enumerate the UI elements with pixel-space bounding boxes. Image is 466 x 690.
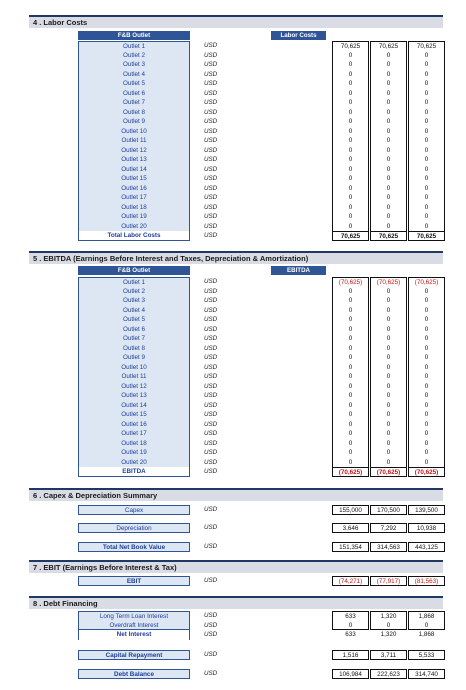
outlet-value: 0 [408, 458, 445, 468]
outlet-value: 0 [408, 212, 445, 222]
currency-label: USD [204, 430, 218, 437]
outlet-value: 0 [408, 136, 445, 146]
outlet-value: 0 [408, 410, 445, 420]
outlet-label: Outlet 4 [78, 306, 190, 316]
currency-label: USD [204, 137, 218, 144]
section-title: 8 . Debt Financing [33, 599, 98, 608]
outlet-value: 0 [370, 391, 407, 401]
outlet-value: 0 [332, 146, 369, 156]
outlet-label: Outlet 20 [78, 222, 190, 232]
outlet-value: 0 [370, 420, 407, 430]
labor-costs-header: Labor Costs [271, 31, 326, 40]
currency-label: USD [204, 382, 218, 390]
outlet-value: 0 [370, 363, 407, 373]
row-value: 155,000 [332, 505, 369, 515]
outlet-label: Outlet 10 [78, 363, 190, 373]
outlet-value: 0 [408, 401, 445, 411]
outlet-label: Outlet 8 [78, 344, 190, 354]
outlet-label: Outlet 1 [78, 277, 190, 287]
outlet-value: 0 [332, 448, 369, 458]
outlet-value: 0 [408, 353, 445, 363]
row-value: (77,917) [370, 576, 407, 586]
outlet-value: 0 [370, 448, 407, 458]
outlet-value: 0 [370, 401, 407, 411]
outlet-value: 0 [408, 155, 445, 165]
outlet-value: 0 [332, 372, 369, 382]
row-value: 5,533 [408, 650, 445, 660]
outlet-label: Outlet 15 [78, 174, 190, 184]
outlet-value: 0 [332, 60, 369, 70]
currency-label: USD [204, 468, 218, 475]
section-title: 5 . EBITDA (Earnings Before Interest and Taxes, Depreciation & Amortization) [33, 254, 309, 263]
outlet-value: 0 [332, 127, 369, 137]
row-value: 633 [345, 631, 356, 638]
row-value: 1,320 [380, 631, 397, 638]
outlet-value: 0 [370, 155, 407, 165]
outlet-value: 0 [370, 51, 407, 61]
currency-label: USD [204, 108, 218, 116]
currency-label: USD [204, 213, 218, 220]
outlet-value: 0 [332, 439, 369, 449]
row-value: 151,354 [332, 542, 369, 552]
outlet-value: 0 [408, 306, 445, 316]
outlet-label: Outlet 13 [78, 391, 190, 401]
outlet-label: Outlet 1 [78, 41, 190, 51]
currency-label: USD [204, 99, 218, 106]
outlet-label: Outlet 5 [78, 315, 190, 325]
total-value: 70,625 [332, 231, 369, 241]
currency-label: USD [204, 175, 218, 182]
row-value: 139,500 [408, 505, 445, 515]
outlet-value: 0 [370, 287, 407, 297]
outlet-value: 0 [408, 174, 445, 184]
outlet-value: 0 [370, 146, 407, 156]
outlet-value: 0 [332, 222, 369, 232]
currency-label: USD [204, 449, 218, 456]
outlet-value: 0 [332, 458, 369, 468]
outlet-value: 0 [370, 344, 407, 354]
outlet-value: 0 [370, 296, 407, 306]
currency-label: USD [204, 354, 218, 361]
currency-label: USD [204, 506, 218, 513]
outlet-value: 0 [408, 203, 445, 213]
outlet-value: 0 [370, 458, 407, 468]
outlet-value: 0 [332, 306, 369, 316]
outlet-value: 70,625 [408, 41, 445, 51]
currency-label: USD [204, 278, 218, 285]
currency-label: USD [204, 392, 218, 399]
outlet-value: 0 [370, 222, 407, 232]
outlet-value: 0 [332, 117, 369, 127]
outlet-label: Outlet 17 [78, 429, 190, 439]
currency-label: USD [204, 80, 218, 87]
outlet-label: Outlet 18 [78, 439, 190, 449]
row-value: 1,516 [332, 650, 369, 660]
currency-label: USD [204, 439, 218, 447]
outlet-value: (70,625) [370, 277, 407, 287]
outlet-value: 0 [332, 51, 369, 61]
outlet-label: Outlet 9 [78, 117, 190, 127]
row-label: Capex [78, 505, 190, 515]
section-title: 4 . Labor Costs [33, 18, 88, 27]
fb-outlet-header: F&B Outlet [78, 31, 190, 40]
currency-label: USD [204, 651, 218, 658]
outlet-value: 0 [408, 60, 445, 70]
currency-label: USD [204, 621, 218, 629]
currency-label: USD [204, 373, 218, 380]
outlet-value: 0 [408, 98, 445, 108]
currency-label: USD [204, 344, 218, 352]
outlet-value: 0 [370, 127, 407, 137]
total-value: 70,625 [408, 231, 445, 241]
outlet-value: 0 [370, 372, 407, 382]
outlet-value: 0 [370, 184, 407, 194]
outlet-value: 70,625 [332, 41, 369, 51]
section-labor-costs-header [29, 15, 443, 28]
outlet-value: 0 [370, 117, 407, 127]
outlet-value: 0 [408, 296, 445, 306]
row-value: 7,292 [370, 523, 407, 533]
outlet-value: 0 [332, 363, 369, 373]
outlet-value: 0 [332, 89, 369, 99]
outlet-value: 0 [370, 410, 407, 420]
currency-label: USD [204, 458, 218, 466]
outlet-value: 0 [332, 212, 369, 222]
outlet-value: 0 [332, 382, 369, 392]
currency-label: USD [204, 70, 218, 78]
outlet-value: 0 [332, 79, 369, 89]
outlet-value: 0 [370, 193, 407, 203]
currency-label: USD [204, 543, 218, 550]
currency-label: USD [204, 401, 218, 409]
outlet-value: 0 [408, 448, 445, 458]
row-label: Debt Balance [78, 669, 190, 679]
section-ebit-header [29, 560, 443, 573]
outlet-value: 0 [408, 79, 445, 89]
currency-label: USD [204, 420, 218, 428]
outlet-value: 0 [370, 89, 407, 99]
outlet-value: 0 [408, 420, 445, 430]
outlet-label: Outlet 5 [78, 79, 190, 89]
row-value: 106,984 [332, 669, 369, 679]
outlet-value: 0 [332, 70, 369, 80]
total-value: (70,625) [408, 467, 445, 477]
outlet-value: 0 [332, 193, 369, 203]
section-title: 7 . EBIT (Earnings Before Interest & Tax) [33, 563, 177, 572]
outlet-value: 0 [332, 325, 369, 335]
currency-label: USD [204, 631, 218, 638]
outlet-value: 0 [332, 165, 369, 175]
currency-label: USD [204, 612, 218, 619]
row-value: 222,623 [370, 669, 407, 679]
currency-label: USD [204, 524, 218, 531]
outlet-value: 0 [408, 146, 445, 156]
row-value: 10,938 [408, 523, 445, 533]
outlet-value: 0 [408, 287, 445, 297]
outlet-label: Outlet 3 [78, 296, 190, 306]
outlet-label: Outlet 3 [78, 60, 190, 70]
outlet-value: 0 [408, 222, 445, 232]
row-value: 0 [332, 621, 369, 631]
currency-label: USD [204, 363, 218, 371]
outlet-value: 0 [370, 174, 407, 184]
currency-label: USD [204, 297, 218, 304]
outlet-value: 0 [408, 70, 445, 80]
outlet-value: 0 [370, 353, 407, 363]
currency-label: USD [204, 411, 218, 418]
fb-outlet-header: F&B Outlet [78, 266, 190, 275]
currency-label: USD [204, 287, 218, 295]
total-value: (70,625) [332, 467, 369, 477]
outlet-value: 0 [408, 372, 445, 382]
total-label: EBITDA [78, 467, 190, 477]
currency-label: USD [204, 42, 218, 49]
outlet-value: 0 [332, 429, 369, 439]
outlet-value: 0 [332, 296, 369, 306]
outlet-value: 0 [408, 127, 445, 137]
ebitda-header: EBITDA [271, 266, 326, 275]
outlet-label: Outlet 12 [78, 382, 190, 392]
outlet-value: 0 [332, 401, 369, 411]
row-value: 3,711 [370, 650, 407, 660]
row-label: Depreciation [78, 523, 190, 533]
outlet-value: 0 [408, 363, 445, 373]
outlet-label: Outlet 2 [78, 287, 190, 297]
outlet-value: 0 [408, 315, 445, 325]
outlet-value: 0 [408, 184, 445, 194]
outlet-value: 0 [370, 98, 407, 108]
row-value: (74,271) [332, 576, 369, 586]
outlet-value: 0 [408, 165, 445, 175]
outlet-label: Outlet 19 [78, 448, 190, 458]
section-title: 6 . Capex & Depreciation Summary [33, 491, 158, 500]
currency-label: USD [204, 127, 218, 135]
row-value: 170,500 [370, 505, 407, 515]
outlet-label: Outlet 14 [78, 401, 190, 411]
outlet-label: Outlet 10 [78, 127, 190, 137]
row-value: (81,563) [408, 576, 445, 586]
currency-label: USD [204, 184, 218, 192]
outlet-value: 0 [408, 439, 445, 449]
outlet-value: (70,625) [332, 277, 369, 287]
outlet-value: 0 [408, 193, 445, 203]
outlet-value: 0 [408, 89, 445, 99]
outlet-label: Outlet 13 [78, 155, 190, 165]
outlet-label: Outlet 11 [78, 372, 190, 382]
outlet-label: Outlet 9 [78, 353, 190, 363]
outlet-label: Outlet 7 [78, 98, 190, 108]
row-value: 314,740 [408, 669, 445, 679]
outlet-label: Outlet 15 [78, 410, 190, 420]
total-value: (70,625) [370, 467, 407, 477]
currency-label: USD [204, 194, 218, 201]
outlet-value: 0 [370, 79, 407, 89]
row-label: Overdraft Interest [78, 621, 190, 631]
outlet-label: Outlet 4 [78, 70, 190, 80]
currency-label: USD [204, 306, 218, 314]
outlet-value: 0 [370, 429, 407, 439]
outlet-value: 0 [408, 325, 445, 335]
outlet-value: 0 [370, 203, 407, 213]
section-debt-header [29, 596, 443, 609]
currency-label: USD [204, 118, 218, 125]
row-value: 1,868 [408, 611, 445, 621]
outlet-value: 0 [370, 439, 407, 449]
outlet-value: 0 [408, 382, 445, 392]
outlet-label: Outlet 2 [78, 51, 190, 61]
currency-label: USD [204, 165, 218, 173]
outlet-value: 0 [332, 174, 369, 184]
outlet-label: Outlet 16 [78, 420, 190, 430]
row-value: 3,646 [332, 523, 369, 533]
outlet-label: Outlet 7 [78, 334, 190, 344]
outlet-label: Outlet 12 [78, 146, 190, 156]
outlet-value: 0 [332, 203, 369, 213]
row-label: Net Interest [78, 630, 190, 640]
row-value: 443,125 [408, 542, 445, 552]
outlet-value: 0 [332, 344, 369, 354]
outlet-value: 0 [332, 410, 369, 420]
outlet-value: 0 [408, 429, 445, 439]
currency-label: USD [204, 51, 218, 59]
outlet-value: 0 [332, 136, 369, 146]
row-value: 0 [408, 621, 445, 631]
outlet-value: 0 [332, 108, 369, 118]
row-value: 633 [332, 611, 369, 621]
outlet-value: 0 [370, 70, 407, 80]
outlet-label: Outlet 18 [78, 203, 190, 213]
currency-label: USD [204, 316, 218, 323]
outlet-value: 0 [332, 334, 369, 344]
outlet-label: Outlet 14 [78, 165, 190, 175]
currency-label: USD [204, 577, 218, 584]
outlet-label: Outlet 20 [78, 458, 190, 468]
outlet-value: 0 [408, 51, 445, 61]
total-value: 70,625 [370, 231, 407, 241]
row-label: EBIT [78, 576, 190, 586]
row-value: 0 [370, 621, 407, 631]
currency-label: USD [204, 335, 218, 342]
outlet-value: 0 [370, 108, 407, 118]
outlet-value: 0 [370, 334, 407, 344]
currency-label: USD [204, 325, 218, 333]
outlet-value: 0 [332, 420, 369, 430]
row-label: Long Term Loan Interest [78, 611, 190, 621]
outlet-value: 0 [332, 353, 369, 363]
currency-label: USD [204, 61, 218, 68]
row-value: 1,868 [418, 631, 435, 638]
outlet-value: 0 [370, 306, 407, 316]
outlet-label: Outlet 17 [78, 193, 190, 203]
outlet-value: 0 [332, 391, 369, 401]
outlet-value: 0 [370, 382, 407, 392]
currency-label: USD [204, 670, 218, 677]
outlet-value: 0 [332, 287, 369, 297]
currency-label: USD [204, 232, 218, 239]
outlet-value: 0 [370, 212, 407, 222]
outlet-value: 70,625 [370, 41, 407, 51]
outlet-value: 0 [408, 334, 445, 344]
outlet-value: 0 [332, 155, 369, 165]
outlet-value: 0 [408, 344, 445, 354]
outlet-value: 0 [370, 60, 407, 70]
currency-label: USD [204, 156, 218, 163]
outlet-value: 0 [332, 98, 369, 108]
outlet-label: Outlet 11 [78, 136, 190, 146]
outlet-value: 0 [408, 117, 445, 127]
row-label: Total Net Book Value [78, 542, 190, 552]
outlet-label: Outlet 6 [78, 89, 190, 99]
outlet-value: 0 [408, 108, 445, 118]
section-capex-header [29, 488, 443, 501]
row-value: 314,563 [370, 542, 407, 552]
outlet-label: Outlet 16 [78, 184, 190, 194]
currency-label: USD [204, 89, 218, 97]
outlet-value: 0 [332, 184, 369, 194]
outlet-label: Outlet 6 [78, 325, 190, 335]
outlet-value: 0 [370, 165, 407, 175]
outlet-value: 0 [332, 315, 369, 325]
outlet-value: 0 [408, 391, 445, 401]
outlet-label: Outlet 8 [78, 108, 190, 118]
row-label: Capital Repayment [78, 650, 190, 660]
outlet-value: 0 [370, 325, 407, 335]
section-ebitda-header [29, 251, 443, 264]
outlet-value: 0 [370, 136, 407, 146]
outlet-value: (70,625) [408, 277, 445, 287]
total-label: Total Labor Costs [78, 231, 190, 241]
currency-label: USD [204, 222, 218, 230]
currency-label: USD [204, 146, 218, 154]
currency-label: USD [204, 203, 218, 211]
outlet-label: Outlet 19 [78, 212, 190, 222]
outlet-value: 0 [370, 315, 407, 325]
row-value: 1,320 [370, 611, 407, 621]
